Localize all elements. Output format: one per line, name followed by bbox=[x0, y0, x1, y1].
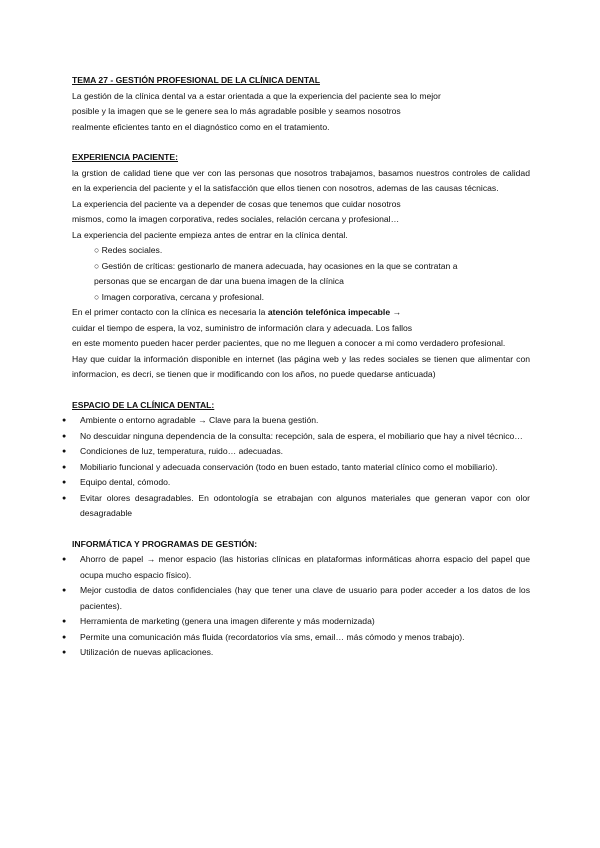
list-item: ● Equipo dental, cómodo. bbox=[80, 475, 530, 491]
experiencia-paragraph-2b: mismos, como la imagen corporativa, redes sociales, relación cercana y profesional… bbox=[72, 214, 400, 224]
bullet-icon: ● bbox=[62, 432, 67, 440]
sublist-item-redes: ○ Redes sociales. bbox=[94, 245, 163, 255]
bullet-icon: ● bbox=[62, 494, 67, 502]
bullet-icon: ● bbox=[62, 417, 67, 424]
intro-line-1: La gestión de la clínica dental va a estar orientada a que la experiencia del paciente sea lo mejor bbox=[72, 90, 441, 101]
bullet-icon: ● bbox=[62, 556, 67, 563]
list-item: ● Mejor custodia de datos confidenciales (hay que tener una clave de usuario para poder acceder a los datos de los pacientes). bbox=[62, 585, 530, 611]
bullet-icon: ● bbox=[62, 649, 67, 656]
bullet-icon: ● bbox=[62, 479, 67, 486]
bullet-icon: ● bbox=[62, 633, 67, 641]
espacio-heading: ESPACIO DE LA CLÍNICA DENTAL: bbox=[72, 399, 215, 410]
list-item: ● Utilización de nuevas aplicaciones. bbox=[80, 645, 530, 661]
informatica-heading: INFORMÁTICA Y PROGRAMAS DE GESTIÓN: bbox=[72, 538, 258, 549]
experiencia-sublist bbox=[72, 243, 530, 274]
intro-line-3: realmente eficientes tanto en el diagnóstico como en el tratamiento. bbox=[72, 121, 330, 132]
list-item: ● Permite una comunicación más fluida (recordatorios vía sms, email… más cómodo y menos trabajo). bbox=[80, 630, 530, 646]
list-item: ● Evitar olores desagradables. En odontología se etrabajan con algunos materiales que generan vapor con olor desagradable bbox=[62, 492, 530, 518]
experiencia-heading: EXPERIENCIA PACIENTE: bbox=[72, 152, 179, 162]
espacio-list bbox=[62, 413, 530, 522]
experiencia-paragraph-5: cuidar el tiempo de espera, la voz, suministro de información clara y adecuada. Los fallos bbox=[72, 322, 413, 333]
list-item: ● No descuidar ninguna dependencia de la consulta: recepción, sala de espera, el mobiliario que hay a nivel técnico… bbox=[80, 429, 530, 445]
bullet-icon: ● bbox=[62, 448, 67, 455]
experiencia-paragraph-2a: La experiencia del paciente va a depender de cosas que tenemos que cuidar nosotros bbox=[72, 198, 401, 209]
p4-pre: En el primer contacto con la clínica es necesaria la bbox=[72, 307, 268, 317]
experiencia-paragraph-1: la grstion de calidad tiene que ver con las personas que nosotros trabajamos, basamos nuestros controles de calidad en la experiencia del paciente y el la satisfacción que ellos tienen con nosotros, ademas de las causas técnicas. bbox=[72, 167, 530, 193]
p4-bold: atención telefónica impecable bbox=[267, 307, 391, 317]
bullet-icon: ● bbox=[62, 463, 67, 471]
bullet-icon: ● bbox=[62, 618, 67, 625]
informatica-list bbox=[62, 552, 530, 661]
experiencia-paragraph-3: La experiencia del paciente empieza antes de entrar en la clínica dental. bbox=[72, 229, 348, 240]
intro-line-2: posible y la imagen que se le genere sea lo más agradable posible y seamos nosotros bbox=[72, 106, 401, 116]
experiencia-paragraph-4 bbox=[72, 305, 530, 321]
document-page bbox=[62, 73, 530, 661]
page-title: TEMA 27 - GESTIÓN PROFESIONAL DE LA CLÍNICA DENTAL bbox=[72, 75, 320, 85]
bullet-icon: ● bbox=[62, 587, 67, 594]
list-item: ● Ahorro de papel → menor espacio (las historias clínicas en plataformas informáticas ahorra espacio del papel que ocupa mucho espacio físico). bbox=[62, 554, 530, 580]
list-item: ● Mobiliario funcional y adecuada conservación (todo en buen estado, tanto material clínico como el mobiliario). bbox=[80, 460, 530, 476]
sublist-item-imagen: ○ Imagen corporativa, cercana y profesional. bbox=[94, 291, 264, 302]
list-item: ● Ambiente o entorno agradable → Clave para la buena gestión. bbox=[80, 413, 530, 429]
list-item: ● Condiciones de luz, temperatura, ruido… adecuadas. bbox=[80, 444, 530, 460]
sublist-item-criticas-cont: personas que se encargan de dar una buena imagen de la clínica bbox=[94, 276, 344, 286]
list-item: ● Herramienta de marketing (genera una imagen diferente y más modernizada) bbox=[80, 614, 530, 630]
arrow-icon: → bbox=[390, 307, 402, 317]
experiencia-paragraph-6: en este momento pueden hacer perder pacientes, que no me lleguen a conocer a mi como verdadero profesional. bbox=[72, 338, 506, 348]
sublist-item-criticas: ○ Gestión de críticas: gestionarlo de manera adecuada, hay ocasiones en la que se contratan a bbox=[94, 260, 458, 271]
experiencia-paragraph-7: Hay que cuidar la información disponible en internet (las página web y las redes sociales se tienen que alimentar con informacion, es decri, se tienen que ir modificando con los años, no puede quedarse anticuada) bbox=[72, 353, 530, 379]
